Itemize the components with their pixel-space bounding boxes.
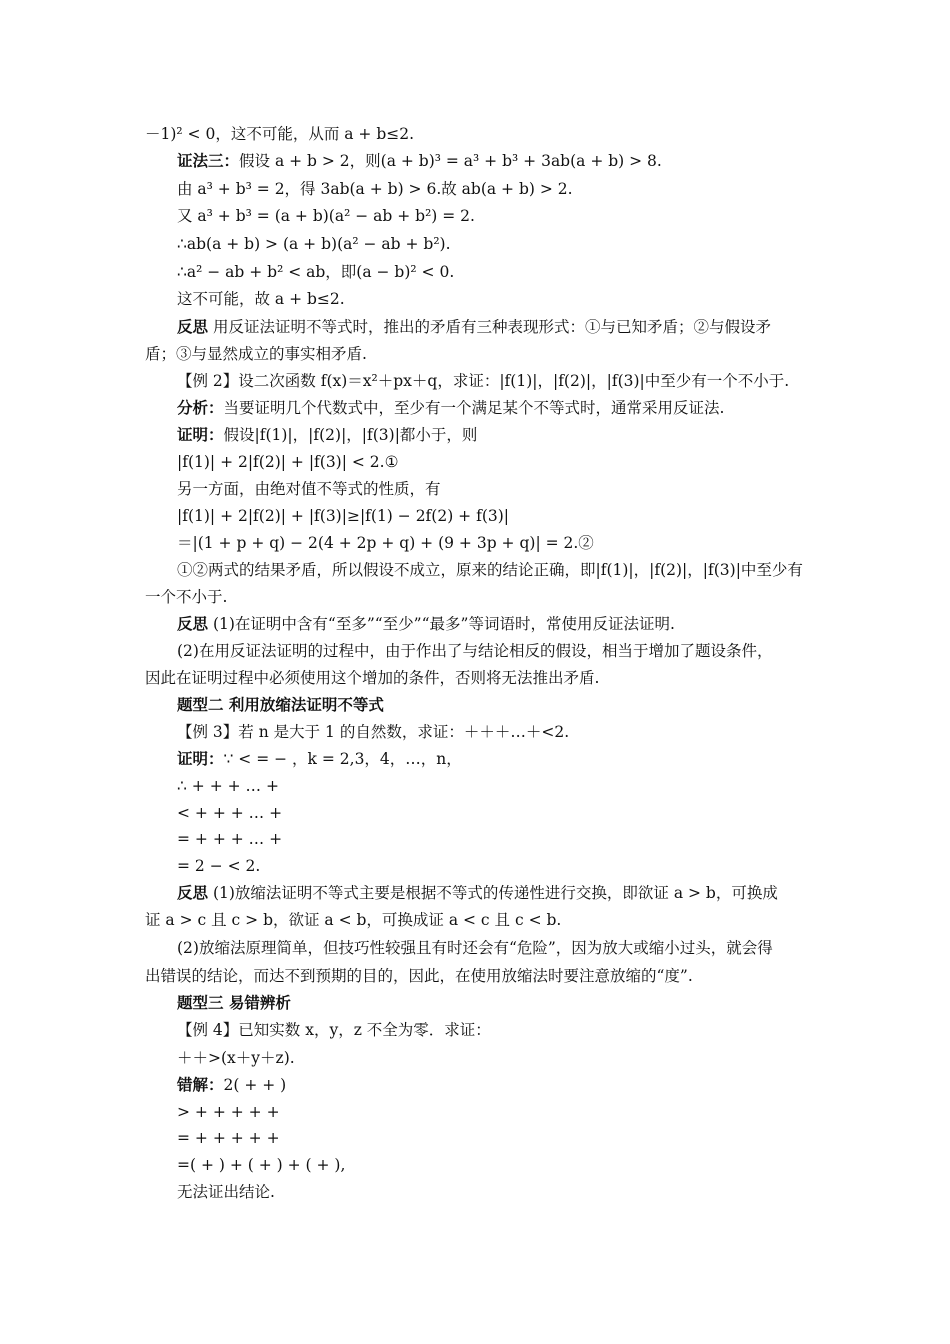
text-line: 证 a > c 且 c > b，欲证 a < b，可换成证 a < c 且 c < b. bbox=[145, 911, 562, 929]
text-line: (2)在用反证法证明的过程中，由于作出了与结论相反的假设，相当于增加了题设条件， bbox=[177, 642, 773, 660]
section-heading: 题型二 利用放缩法证明不等式 bbox=[177, 696, 384, 714]
text-line: ∴ab(a + b) > (a + b)(a² − ab + b²). bbox=[177, 235, 451, 253]
text-line: ①②两式的结果矛盾，所以假设不成立，原来的结论正确，即|f(1)|，|f(2)|，|f(3)|中至少有 bbox=[177, 561, 803, 579]
text-line: 另一方面，由绝对值不等式的性质，有 bbox=[177, 480, 441, 498]
text-line: < + + + … + bbox=[177, 804, 283, 822]
text-line: 证法三：假设 a + b > 2，则(a + b)³ = a³ + b³ + 3ab(a + b) > 8. bbox=[177, 152, 662, 170]
section-heading: 题型三 易错辨析 bbox=[177, 994, 291, 1012]
text-line: ∴ + + + … + bbox=[177, 777, 279, 795]
text-line: 因此在证明过程中必须使用这个增加的条件，否则将无法推出矛盾. bbox=[145, 669, 600, 687]
text-line: =( + ) + ( + ) + ( + ), bbox=[177, 1156, 346, 1174]
text-line: 由 a³ + b³ = 2，得 3ab(a + b) > 6.故 ab(a + b) > 2. bbox=[177, 180, 573, 198]
text-line: = + + + … + bbox=[177, 830, 283, 848]
text-line: ∴a² − ab + b² < ab，即(a − b)² < 0. bbox=[177, 263, 455, 281]
text-line: = + + + + + bbox=[177, 1129, 280, 1147]
text-line: 盾；③与显然成立的事实相矛盾. bbox=[145, 345, 367, 363]
text-line: 【例 3】若 n 是大于 1 的自然数，求证：＋＋＋…＋<2. bbox=[177, 723, 570, 741]
text-line: －1)² < 0，这不可能，从而 a + b≤2. bbox=[145, 125, 415, 143]
text-line: 证明：∵ < = − ，k = 2,3，4，…，n， bbox=[177, 750, 462, 768]
text-line: = 2 − < 2. bbox=[177, 857, 261, 875]
text-line: 分析：当要证明几个代数式中，至少有一个满足某个不等式时，通常采用反证法. bbox=[177, 399, 725, 417]
text-line: 又 a³ + b³ = (a + b)(a² − ab + b²) = 2. bbox=[177, 207, 475, 225]
text-line: 反思 (1)放缩法证明不等式主要是根据不等式的传递性进行交换，即欲证 a > b，可换成 bbox=[177, 884, 778, 902]
text-line: 无法证出结论. bbox=[177, 1183, 275, 1201]
text-line: 【例 4】已知实数 x，y，z 不全为零．求证： bbox=[177, 1021, 491, 1039]
text-line: 出错误的结论，而达不到预期的目的，因此，在使用放缩法时要注意放缩的“度”. bbox=[145, 967, 693, 985]
text-line: |f(1)| + 2|f(2)| + |f(3)|≥|f(1) − 2f(2) + f(3)| bbox=[177, 507, 510, 525]
text-line: ＝|(1 + p + q) − 2(4 + 2p + q) + (9 + 3p + q)| = 2.② bbox=[177, 534, 594, 552]
text-line: 一个不小于. bbox=[145, 588, 228, 606]
text-line: 反思 (1)在证明中含有“至多”“至少”“最多”等词语时，常使用反证法证明. bbox=[177, 615, 675, 633]
text-line: |f(1)| + 2|f(2)| + |f(3)| < 2.① bbox=[177, 453, 399, 471]
text-line: 【例 2】设二次函数 f(x)＝x²＋px＋q，求证：|f(1)|，|f(2)|，|f(3)|中至少有一个不小于. bbox=[177, 372, 790, 390]
text-line: (2)放缩法原理简单，但技巧性较强且有时还会有“危险”，因为放大或缩小过头，就会得 bbox=[177, 939, 773, 957]
text-line: 错解：2( + + ) bbox=[177, 1076, 287, 1094]
text-line: 反思 用反证法证明不等式时，推出的矛盾有三种表现形式：①与已知矛盾；②与假设矛 bbox=[177, 318, 771, 336]
text-line: > + + + + + bbox=[177, 1103, 280, 1121]
text-line: 这不可能，故 a + b≤2. bbox=[177, 290, 345, 308]
text-line: 证明：假设|f(1)|，|f(2)|，|f(3)|都小于，则 bbox=[177, 426, 478, 444]
text-line: ＋＋>(x＋y＋z). bbox=[177, 1049, 295, 1067]
